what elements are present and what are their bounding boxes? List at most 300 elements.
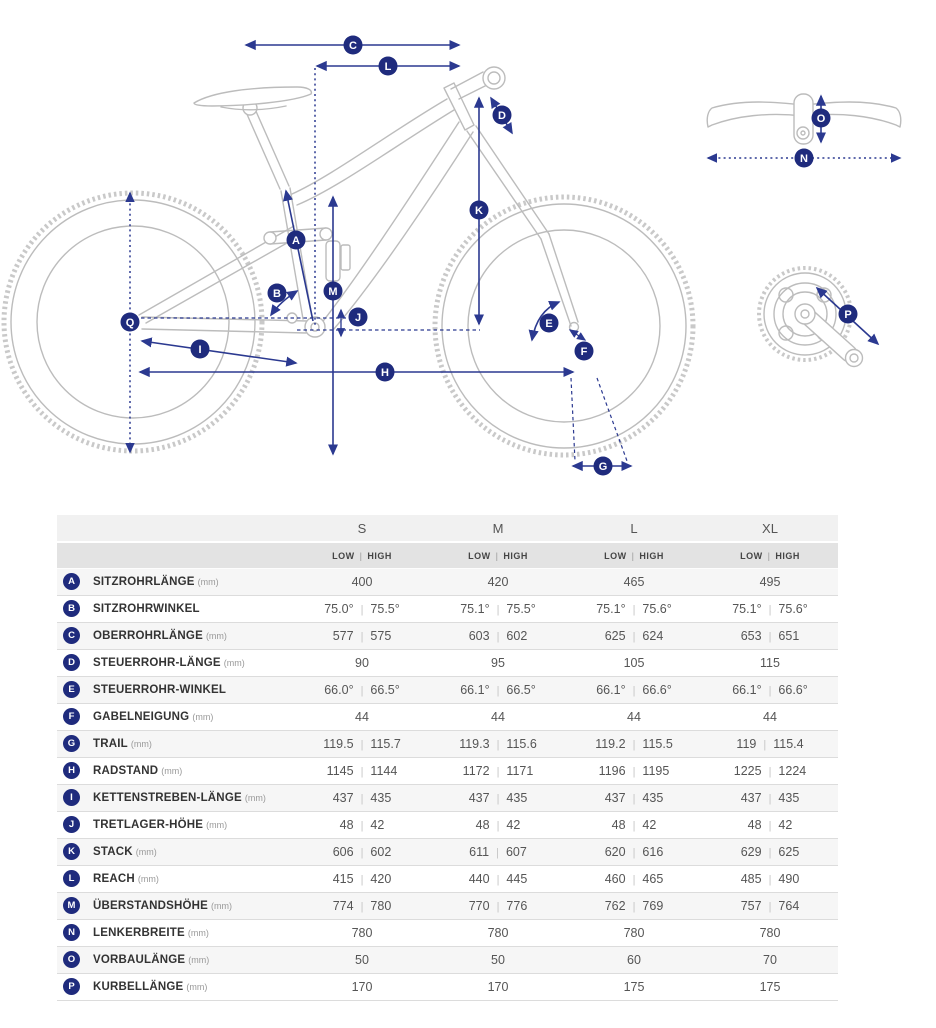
value-high: 42 (506, 818, 521, 832)
front-wheel (435, 197, 693, 455)
value-low: 119.5 (323, 737, 354, 751)
svg-text:K: K (475, 204, 483, 217)
value-high: 66.5° (370, 683, 400, 697)
row-unit: (mm) (130, 738, 152, 749)
value-separator: | (360, 793, 364, 805)
svg-text:F: F (580, 345, 588, 358)
value-cell (702, 677, 838, 704)
row-unit: (mm) (244, 792, 266, 803)
value-low: 1145 (326, 764, 354, 778)
value-cell (566, 623, 702, 650)
value-separator: | (632, 793, 636, 805)
marker-badge-b (268, 284, 287, 303)
svg-text:E: E (545, 317, 553, 330)
value-cell: 70 (763, 953, 777, 967)
trail-vertical-guide (571, 378, 575, 461)
value-cell: 115 (760, 656, 780, 670)
value-low: 119.2 (595, 737, 626, 751)
row-label-text: KETTENSTREBEN-LÄNGE (93, 791, 242, 804)
row-unit: (mm) (135, 846, 157, 857)
value-cell (566, 596, 702, 623)
table-row (57, 596, 838, 623)
value-cell: 170 (487, 980, 509, 994)
value-separator: | (360, 604, 364, 616)
size-header-s: S (294, 515, 430, 542)
value-separator: | (632, 739, 636, 751)
row-label-cell (57, 893, 294, 920)
row-label-cell (57, 785, 294, 812)
value-cell (702, 596, 838, 623)
value-high: 624 (642, 629, 664, 643)
value-separator: | (496, 901, 500, 913)
value-cell (430, 785, 566, 812)
high-label: HIGH (367, 550, 392, 561)
table-row (57, 677, 838, 704)
value-cell (702, 812, 838, 839)
marker-badge-q (121, 313, 140, 332)
value-high: 66.6° (642, 683, 672, 697)
value-separator: | (360, 901, 364, 913)
value-low: 119 (736, 737, 757, 751)
table-row (57, 947, 838, 974)
value-high: 115.7 (370, 737, 401, 751)
row-letter-badge: K (63, 843, 80, 860)
value-high: 75.5° (506, 602, 536, 616)
svg-text:I: I (198, 343, 202, 356)
size-header-xl: XL (702, 515, 838, 542)
marker-badge-f (575, 342, 594, 361)
value-cell (294, 731, 430, 758)
row-unit: (mm) (188, 954, 210, 965)
marker-badge-m (324, 282, 343, 301)
lowhigh-separator: | (767, 550, 771, 561)
value-low: 48 (475, 818, 490, 832)
value-separator: | (632, 820, 636, 832)
value-cell: 780 (759, 926, 781, 940)
value-cell (702, 758, 838, 785)
row-letter-badge: G (63, 735, 80, 752)
marker-badge-k (470, 201, 489, 220)
value-high: 1171 (506, 764, 534, 778)
value-separator: | (768, 874, 772, 886)
value-cell (430, 893, 566, 920)
value-separator: | (632, 766, 636, 778)
value-low: 620 (604, 845, 626, 859)
value-cell (702, 731, 838, 758)
value-separator: | (768, 631, 772, 643)
value-cell (702, 839, 838, 866)
row-letter-badge: F (63, 708, 80, 725)
value-cell (566, 677, 702, 704)
row-letter-badge: C (63, 627, 80, 644)
row-letter-badge: N (63, 924, 80, 941)
high-label: HIGH (639, 550, 664, 561)
value-high: 602 (370, 845, 392, 859)
value-high: 776 (506, 899, 528, 913)
table-row (57, 839, 838, 866)
value-separator: | (360, 847, 364, 859)
value-high: 42 (370, 818, 385, 832)
value-low: 66.1° (596, 683, 626, 697)
value-high: 465 (642, 872, 664, 886)
row-letter-badge: H (63, 762, 80, 779)
marker-badge-j (349, 308, 368, 327)
value-low: 1172 (462, 764, 490, 778)
value-low: 653 (740, 629, 762, 643)
row-label-text: OBERROHRLÄNGE (93, 629, 203, 642)
value-cell (430, 758, 566, 785)
row-label-text: STACK (93, 845, 133, 858)
svg-text:B: B (273, 287, 281, 300)
table-row (57, 758, 838, 785)
low-label: LOW (332, 550, 355, 561)
value-cell (702, 623, 838, 650)
low-label: LOW (468, 550, 491, 561)
value-low: 75.1° (596, 602, 626, 616)
svg-text:Q: Q (125, 316, 135, 329)
row-label-cell (57, 812, 294, 839)
dim-f (570, 330, 585, 340)
value-low: 606 (332, 845, 354, 859)
value-cell: 44 (355, 710, 369, 724)
value-cell: 44 (491, 710, 505, 724)
value-cell: 105 (623, 656, 645, 670)
geometry-table (57, 515, 838, 1001)
svg-text:J: J (354, 311, 362, 324)
value-high: 435 (642, 791, 664, 805)
value-low: 437 (604, 791, 626, 805)
value-separator: | (768, 847, 772, 859)
marker-badge-l (379, 57, 398, 76)
value-cell (294, 677, 430, 704)
row-unit: (mm) (206, 819, 228, 830)
table-row (57, 650, 838, 677)
table-row (57, 623, 838, 650)
value-high: 42 (778, 818, 793, 832)
row-label-text: TRAIL (93, 737, 128, 750)
value-separator: | (632, 901, 636, 913)
marker-badge-e (540, 314, 559, 333)
lowhigh-header-m (430, 542, 566, 569)
row-letter-badge: M (63, 897, 80, 914)
value-cell (430, 839, 566, 866)
row-label-cell (57, 839, 294, 866)
marker-badge-a (287, 231, 306, 250)
value-low: 48 (747, 818, 762, 832)
value-separator: | (360, 685, 364, 697)
value-cell (430, 623, 566, 650)
value-separator: | (496, 847, 499, 859)
value-separator: | (768, 793, 772, 805)
row-label-cell (57, 650, 294, 677)
value-separator: | (496, 874, 500, 886)
value-cell (566, 758, 702, 785)
svg-text:A: A (292, 234, 300, 247)
row-label-text: STEUERROHR-LÄNGE (93, 656, 221, 669)
row-unit: (mm) (223, 657, 245, 668)
value-low: 437 (468, 791, 490, 805)
lowhigh-header-l (566, 542, 702, 569)
value-high: 75.5° (370, 602, 400, 616)
value-high: 75.6° (778, 602, 808, 616)
svg-text:C: C (349, 39, 357, 52)
value-cell: 44 (763, 710, 777, 724)
value-cell (294, 866, 430, 893)
lowhigh-header-row (57, 542, 838, 569)
table-row (57, 785, 838, 812)
marker-badge-o (812, 109, 831, 128)
value-high: 616 (642, 845, 664, 859)
row-label-cell (57, 677, 294, 704)
value-high: 115.4 (773, 737, 804, 751)
table-row (57, 866, 838, 893)
value-high: 420 (370, 872, 392, 886)
dim-i (142, 341, 296, 363)
value-low: 629 (740, 845, 762, 859)
value-cell: 50 (491, 953, 505, 967)
svg-text:L: L (384, 60, 392, 73)
value-low: 66.1° (732, 683, 762, 697)
value-separator: | (496, 739, 500, 751)
value-separator: | (768, 766, 772, 778)
value-high: 435 (370, 791, 392, 805)
value-low: 437 (332, 791, 354, 805)
row-letter-badge: B (63, 600, 80, 617)
value-separator: | (360, 631, 364, 643)
row-unit: (mm) (192, 711, 214, 722)
marker-badge-p (839, 305, 858, 324)
row-label-cell (57, 731, 294, 758)
value-high: 490 (778, 872, 800, 886)
lowhigh-header-xl (702, 542, 838, 569)
value-separator: | (632, 847, 636, 859)
value-low: 762 (604, 899, 626, 913)
value-separator: | (763, 739, 767, 751)
row-letter-badge: A (63, 573, 80, 590)
value-high: 1195 (642, 764, 670, 778)
table-row (57, 731, 838, 758)
high-label: HIGH (775, 550, 800, 561)
value-cell: 400 (351, 575, 373, 589)
value-cell (430, 677, 566, 704)
value-separator: | (360, 874, 364, 886)
row-label-cell (57, 758, 294, 785)
value-separator: | (496, 793, 500, 805)
value-separator: | (632, 874, 636, 886)
row-letter-badge: I (63, 789, 80, 806)
value-cell: 50 (355, 953, 369, 967)
value-low: 66.1° (460, 683, 490, 697)
value-high: 764 (778, 899, 800, 913)
value-cell (294, 623, 430, 650)
value-separator: | (496, 685, 500, 697)
value-high: 445 (506, 872, 528, 886)
value-low: 66.0° (324, 683, 354, 697)
value-low: 437 (740, 791, 762, 805)
row-letter-badge: J (63, 816, 80, 833)
value-cell: 495 (759, 575, 781, 589)
row-label-text: SITZROHRLÄNGE (93, 575, 195, 588)
row-unit: (mm) (137, 873, 159, 884)
value-low: 119.3 (459, 737, 490, 751)
value-cell (566, 731, 702, 758)
value-low: 75.1° (732, 602, 762, 616)
row-unit: (mm) (197, 576, 219, 587)
row-unit: (mm) (161, 765, 183, 776)
value-high: 115.6 (506, 737, 537, 751)
size-header-l: L (566, 515, 702, 542)
value-high: 1144 (370, 764, 398, 778)
row-label-text: LENKERBREITE (93, 926, 185, 939)
value-low: 440 (468, 872, 490, 886)
value-separator: | (768, 901, 772, 913)
steering-axis-guide (597, 378, 627, 461)
value-cell: 780 (487, 926, 509, 940)
geometry-diagram (0, 0, 936, 505)
row-label-text: GABELNEIGUNG (93, 710, 190, 723)
row-label-text: VORBAULÄNGE (93, 953, 186, 966)
svg-text:P: P (844, 308, 852, 321)
low-label: LOW (740, 550, 763, 561)
value-separator: | (632, 604, 636, 616)
value-separator: | (360, 766, 364, 778)
value-high: 769 (642, 899, 664, 913)
marker-badge-i (191, 340, 210, 359)
value-high: 602 (506, 629, 528, 643)
value-low: 774 (332, 899, 354, 913)
value-low: 75.1° (460, 602, 490, 616)
value-high: 115.5 (642, 737, 673, 751)
value-cell: 780 (351, 926, 373, 940)
row-letter-badge: D (63, 654, 80, 671)
value-cell: 44 (627, 710, 641, 724)
value-separator: | (496, 604, 500, 616)
marker-badge-d (493, 106, 512, 125)
value-cell: 780 (623, 926, 645, 940)
value-low: 48 (339, 818, 354, 832)
value-separator: | (360, 739, 364, 751)
value-cell: 95 (491, 656, 505, 670)
value-cell (294, 596, 430, 623)
value-cell (294, 785, 430, 812)
marker-badge-c (344, 36, 363, 55)
value-separator: | (496, 820, 500, 832)
marker-badge-n (795, 149, 814, 168)
value-high: 435 (506, 791, 528, 805)
value-cell: 170 (351, 980, 373, 994)
row-label-cell (57, 623, 294, 650)
size-header-m: M (430, 515, 566, 542)
value-cell (702, 893, 838, 920)
row-label-text: STEUERROHR-WINKEL (93, 683, 227, 696)
value-low: 460 (604, 872, 626, 886)
value-low: 48 (611, 818, 626, 832)
value-cell: 465 (623, 575, 645, 589)
marker-badge-g (594, 457, 613, 476)
value-high: 575 (370, 629, 392, 643)
value-high: 625 (778, 845, 800, 859)
svg-text:G: G (598, 460, 608, 473)
lowhigh-separator: | (495, 550, 499, 561)
value-separator: | (768, 685, 772, 697)
row-label-cell (57, 866, 294, 893)
svg-text:N: N (800, 152, 808, 165)
value-cell (430, 731, 566, 758)
lowhigh-header-s (294, 542, 430, 569)
row-label-text: RADSTAND (93, 764, 159, 777)
value-cell (430, 812, 566, 839)
value-cell: 60 (627, 953, 641, 967)
row-label-cell (57, 704, 294, 731)
value-cell (702, 785, 838, 812)
value-high: 42 (642, 818, 657, 832)
row-label-text: TRETLAGER-HÖHE (93, 818, 204, 831)
row-letter-badge: L (63, 870, 80, 887)
value-separator: | (632, 685, 636, 697)
row-label-text: KURBELLÄNGE (93, 980, 184, 993)
value-low: 577 (332, 629, 354, 643)
svg-text:H: H (381, 366, 389, 379)
svg-text:M: M (328, 285, 338, 298)
svg-text:D: D (498, 109, 506, 122)
row-label-cell (57, 920, 294, 947)
value-low: 75.0° (324, 602, 354, 616)
value-separator: | (768, 604, 772, 616)
row-label-cell (57, 596, 294, 623)
value-cell: 175 (623, 980, 645, 994)
row-letter-badge: O (63, 951, 80, 968)
value-low: 757 (740, 899, 762, 913)
value-cell (294, 758, 430, 785)
value-cell (294, 893, 430, 920)
value-cell (294, 839, 430, 866)
lowhigh-header-empty (57, 542, 294, 569)
value-separator: | (496, 766, 500, 778)
value-high: 780 (370, 899, 392, 913)
value-cell (566, 866, 702, 893)
value-high: 607 (505, 845, 527, 859)
value-separator: | (360, 820, 364, 832)
row-unit: (mm) (186, 981, 208, 992)
value-high: 1224 (778, 764, 807, 778)
value-cell: 420 (487, 575, 509, 589)
value-cell (566, 812, 702, 839)
low-label: LOW (604, 550, 627, 561)
high-label: HIGH (503, 550, 528, 561)
value-high: 75.6° (642, 602, 672, 616)
value-low: 415 (332, 872, 354, 886)
row-label-text: REACH (93, 872, 135, 885)
row-unit: (mm) (205, 630, 227, 641)
value-low: 611 (469, 845, 490, 859)
value-low: 1225 (733, 764, 762, 778)
row-unit: (mm) (211, 900, 233, 911)
value-high: 651 (778, 629, 800, 643)
row-letter-badge: P (63, 978, 80, 995)
row-label-cell (57, 947, 294, 974)
marker-badge-h (376, 363, 395, 382)
value-separator: | (496, 631, 500, 643)
value-high: 435 (778, 791, 800, 805)
value-cell (566, 893, 702, 920)
value-high: 66.6° (778, 683, 808, 697)
table-row (57, 893, 838, 920)
row-label-text: SITZROHRWINKEL (93, 602, 200, 615)
table-row (57, 704, 838, 731)
lowhigh-separator: | (359, 550, 363, 561)
value-low: 1196 (598, 764, 626, 778)
table-row (57, 812, 838, 839)
